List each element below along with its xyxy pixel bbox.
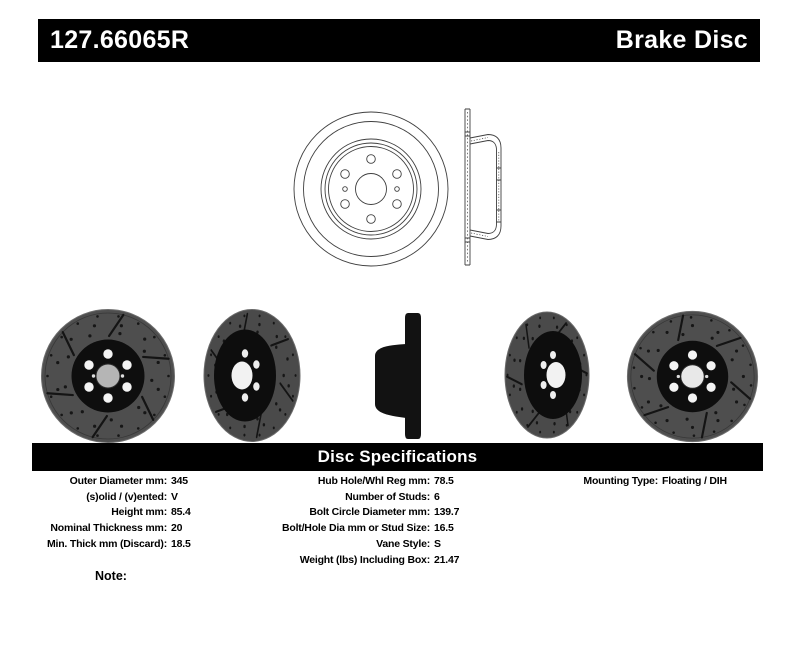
spec-value: 6 bbox=[434, 490, 440, 503]
spec-label: Nominal Thickness mm: bbox=[50, 522, 167, 535]
spec-value: V bbox=[171, 490, 178, 503]
spec-label: Bolt Circle Diameter mm: bbox=[309, 506, 430, 519]
note-label: Note: bbox=[95, 569, 127, 583]
part-number: 127.66065R bbox=[50, 26, 190, 54]
spec-column-left bbox=[25, 474, 191, 553]
header-banner bbox=[38, 19, 760, 62]
spec-row-weight bbox=[262, 553, 459, 569]
spec-label: Bolt/Hole Dia mm or Stud Size: bbox=[281, 522, 430, 535]
spec-value: 85.4 bbox=[171, 506, 191, 519]
front-view-drawing-icon bbox=[292, 108, 452, 268]
cross-section-drawing-icon bbox=[458, 106, 508, 268]
spec-row-vane-style bbox=[262, 537, 459, 553]
spec-row-bolt-hole-dia bbox=[262, 521, 459, 537]
spec-row-number-of-studs bbox=[262, 490, 459, 506]
spec-value: 21.47 bbox=[434, 553, 460, 566]
spec-row-bolt-circle-diameter bbox=[262, 505, 459, 521]
spec-value: S bbox=[434, 537, 441, 550]
spec-row-hub-hole bbox=[262, 474, 459, 490]
rotor-photo-angle-right bbox=[502, 308, 592, 442]
spec-label: Number of Studs: bbox=[345, 490, 430, 503]
spec-value: 18.5 bbox=[171, 537, 191, 550]
spec-section-banner bbox=[32, 443, 763, 471]
spec-row-nominal-thickness bbox=[25, 521, 191, 537]
rotor-photo-angle-left bbox=[200, 306, 304, 446]
spec-column-middle bbox=[262, 474, 459, 568]
spec-value: 345 bbox=[171, 475, 188, 487]
spec-value: 20 bbox=[171, 522, 183, 535]
spec-column-right bbox=[566, 474, 727, 490]
spec-banner-title: Disc Specifications bbox=[317, 447, 478, 466]
spec-label: Min. Thick mm (Discard): bbox=[46, 537, 167, 550]
spec-row-outer-diameter bbox=[25, 474, 191, 490]
rotor-photo-side-profile bbox=[372, 308, 424, 440]
spec-value: Floating / DIH bbox=[662, 475, 727, 487]
rotor-photo-front-left bbox=[38, 306, 178, 446]
spec-label: (s)olid / (v)ented: bbox=[86, 490, 167, 503]
spec-label: Outer Diameter mm: bbox=[69, 475, 167, 487]
spec-label: Hub Hole/Whl Reg mm: bbox=[317, 475, 430, 487]
spec-row-min-thick bbox=[25, 537, 191, 553]
spec-label: Height mm: bbox=[111, 506, 167, 519]
spec-row-height bbox=[25, 505, 191, 521]
spec-label: Mounting Type: bbox=[583, 475, 658, 487]
spec-row-solid-vented bbox=[25, 490, 191, 506]
spec-value: 16.5 bbox=[434, 522, 454, 535]
spec-value: 139.7 bbox=[434, 506, 460, 519]
spec-label: Vane Style: bbox=[376, 537, 430, 550]
spec-label: Weight (lbs) Including Box: bbox=[299, 553, 430, 566]
spec-row-mounting-type bbox=[566, 474, 727, 490]
spec-value: 78.5 bbox=[434, 475, 454, 487]
product-title: Brake Disc bbox=[615, 26, 748, 54]
rotor-photo-front-right bbox=[624, 308, 761, 445]
